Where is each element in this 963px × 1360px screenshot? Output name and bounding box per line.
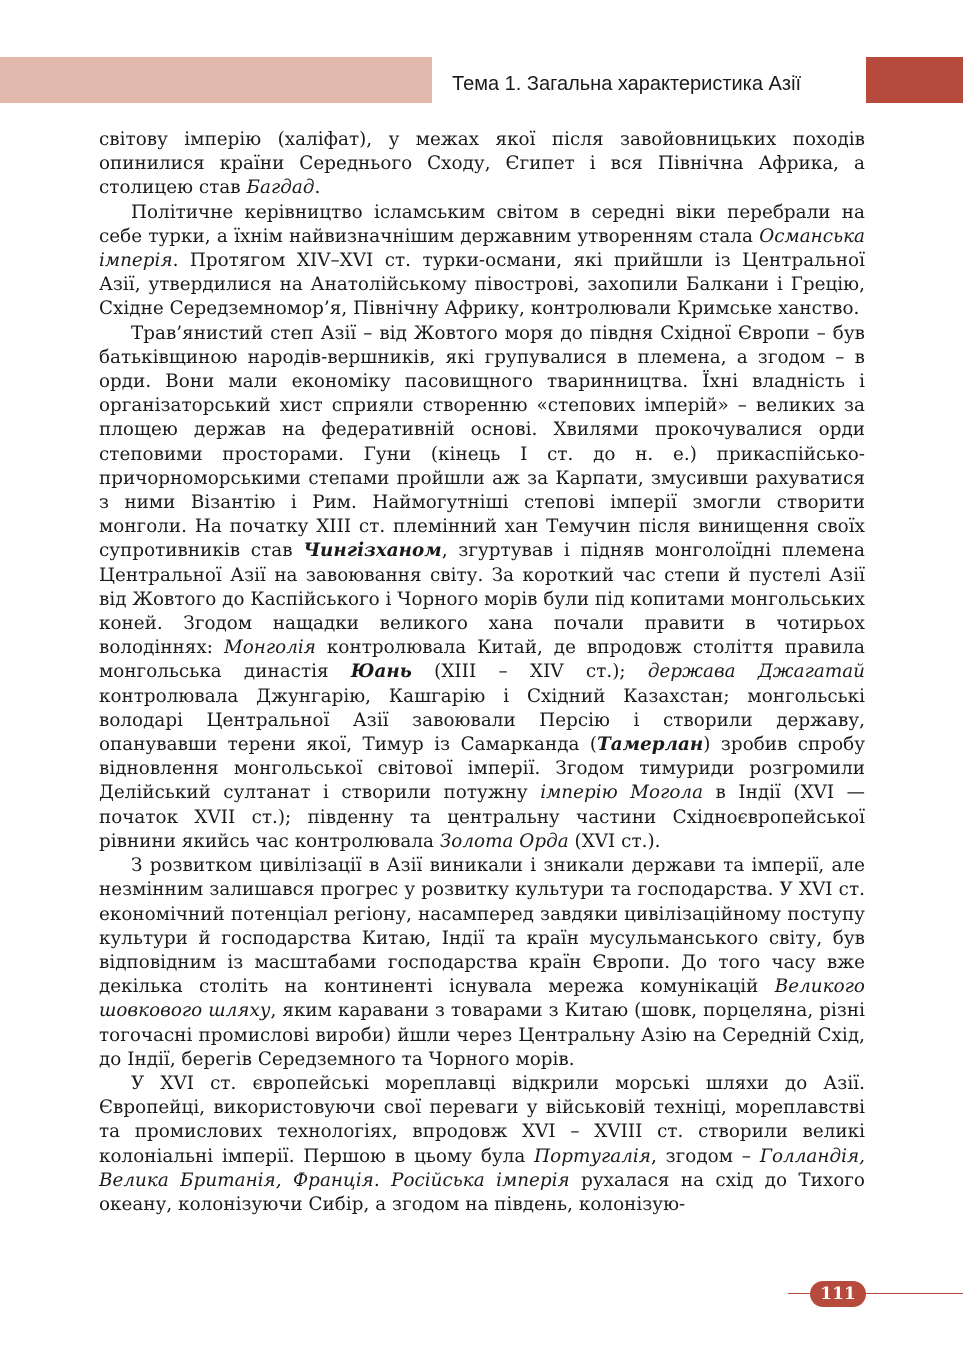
italic-term: Голландія, Велика Британія, Франція. Російська імперія — [99, 1145, 865, 1191]
text-run: , яким каравани з товарами з Китаю (шовк, порцеляна, різні тогочасні промислові вироби) йшли через Центральну Азію на Середній Схід, до Індії, берегів Середземного та Чорного морів. — [99, 1000, 865, 1070]
body-text — [99, 128, 865, 1217]
italic-term: Османська імперія — [99, 225, 865, 272]
header-band-left — [0, 57, 432, 103]
bold-term: Юань — [350, 661, 412, 683]
italic-term: Золота Орда — [439, 830, 569, 852]
page-number: 111 — [810, 1281, 866, 1307]
text-run: (XVI ст.). — [568, 830, 661, 852]
text-run: контролювала Китай, де впродовж століття правила монгольська династія — [99, 637, 865, 683]
italic-term: Великого шовкового шляху — [99, 976, 865, 1022]
text-run: в Індії (XVI — початок XVII ст.); південну та центральну частини Східноєвропейської рівнини якийсь час контролювала — [99, 782, 865, 852]
text-run: (XIII – XIV ст.); — [411, 661, 648, 683]
bold-term: Тамерлан — [597, 734, 704, 756]
paragraph — [99, 322, 865, 854]
text-run: рухалася на схід до Тихого океану, колонізуючи Сибір, а згодом на південь, колонізую- — [99, 1169, 865, 1215]
text-run: , згуртував і підняв монголоїдні племена Центральної Азії на завоювання світу. За короткий час степи й пустелі Азії від Жовтого до Каспійського і Чорного морів були під копитами монгольських коней. Згодом нащадки великого хана почали правити в чотирьох володіннях: — [99, 540, 866, 659]
text-run: світову імперію (халіфат), у межах якої після завойовницьких походів опинилися країни Середнього Сходу, Єгипет і вся Північна Африка, а столицею став — [99, 129, 865, 199]
text-run: . — [314, 177, 321, 199]
text-run: , згодом – — [650, 1145, 760, 1167]
paragraph — [99, 201, 865, 322]
text-run: З розвитком цивілізації в Азії виникали і зникали держави та імперії, але незмінним залишався прогрес у розвитку культури та господарства. У XVI ст. економічний потенціал регіону, насамперед завдяки цивілізаційному поступу культури й господарства Китаю, Індії та країн мусульманського світу, був відповідним із масштабами господарства країн Європи. До того часу вже декілька століть на континенті існувала мережа комунікацій — [99, 855, 865, 998]
paragraph — [99, 1072, 865, 1217]
paragraph — [99, 128, 865, 201]
text-run: У XVI ст. європейські мореплавці відкрили морські шляхи до Азії. Європейці, використовуючи свої переваги у військовій техніці, мореплавстві та промислових технологіях, впродовж XVI – XVIII ст. створили великі колоніальні імперії. Першою в цьому була — [99, 1072, 865, 1167]
italic-term: Португалія — [534, 1145, 651, 1167]
chapter-title: Тема 1. Загальна характеристика Азії — [452, 73, 802, 95]
bold-term: Чингізханом — [303, 540, 442, 562]
italic-term: держава Джагатай — [647, 661, 865, 683]
header-band-right — [866, 57, 963, 103]
italic-term: Монголія — [223, 637, 316, 659]
text-run: Політичне керівництво ісламським світом в середні віки перебрали на себе турки, а їхнім найвизначнішим державним утворенням стала — [99, 201, 865, 247]
text-run: ) зробив спробу відновлення монгольської світової імперії. Згодом тимуриди розгромили Делійський султанат і створили потужну — [99, 734, 866, 804]
text-run: . Протягом XIV–XVI ст. турки-османи, які прийшли із Центральної Азії, утвердилися на Анатолійському півострові, захопили Балкани і Грецію, Східне Середземномор’я, Північну Африку, контролювали Кримське ханство. — [99, 250, 865, 320]
italic-term: імперію Могола — [540, 782, 704, 804]
text-run: Трав’янистий степ Азії – від Жовтого моря до півдня Східної Європи – був батьківщиною народів-вершників, які групувалися в племена, а згодом – в орди. Вони мали економіку пасовищного тваринництва. Їхні владність і організаторський хист сприяли створенню «степових імперій» – великих за площею держав на федеративній основі. Хвилями прокочувалися орди степовими просторами. Гуни (кінець I ст. до н. е.) прикаспійсько-причорноморськими степами пройшли аж за Карпати, змусивши рахуватися з ними Візантію і Рим. Наймогутніші степові імперії змогли створити монголи. На початку XIII ст. племінний хан Темучин після винищення своїх супротивників став — [99, 322, 865, 562]
italic-term: Багдад — [246, 177, 315, 199]
paragraph — [99, 854, 865, 1072]
text-run: контролювала Джунгарію, Кашгарію і Східний Казахстан; монгольські володарі Центральної Азії завоювали Персію і створили державу, опанувавши терени якої, Тимур із Самарканда ( — [99, 685, 865, 756]
